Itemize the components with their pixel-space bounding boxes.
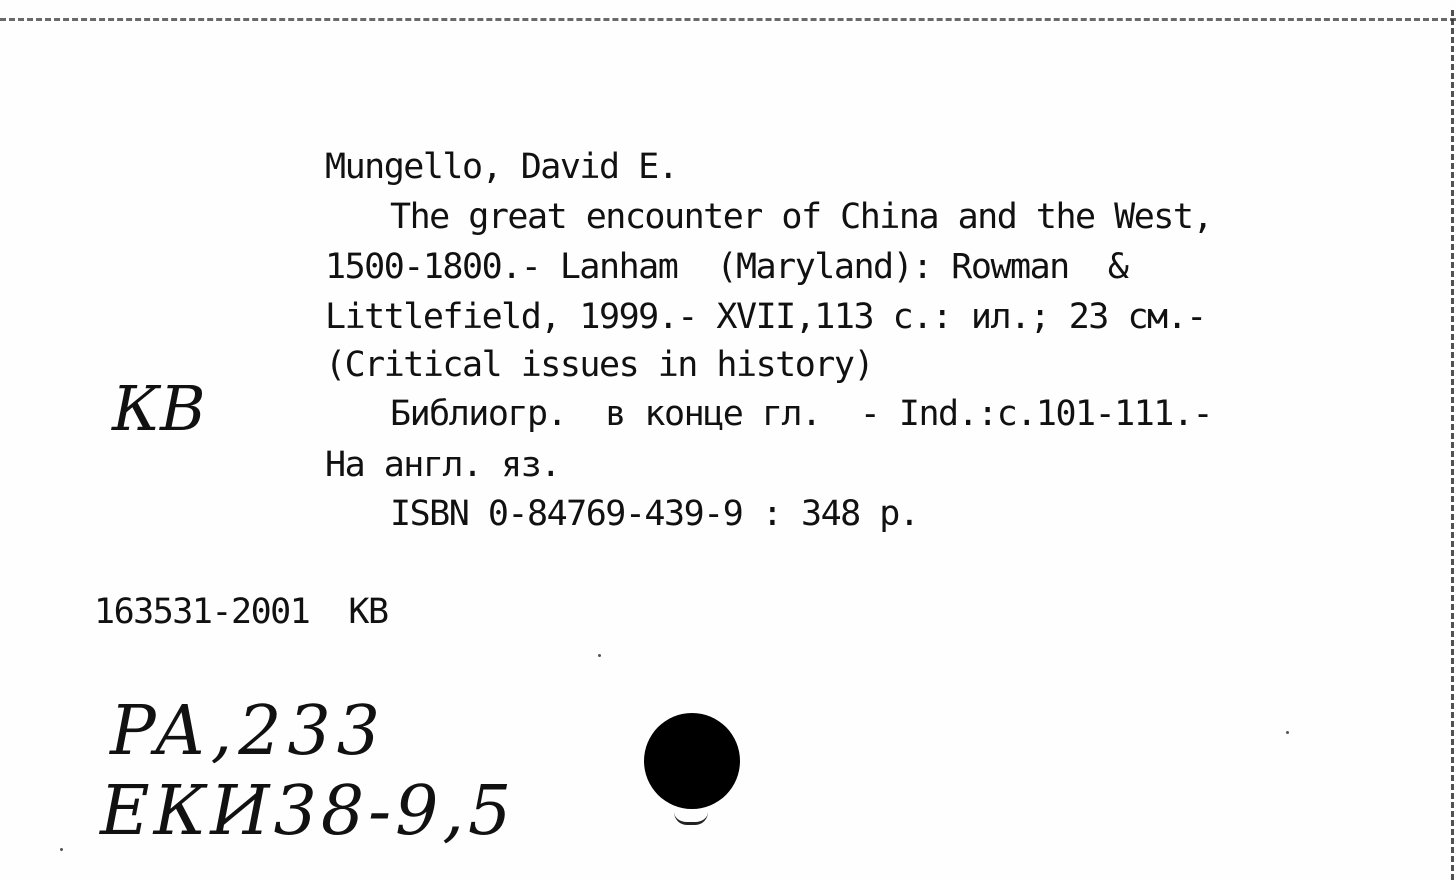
series-line: (Critical issues in history) — [325, 345, 874, 385]
speck — [1286, 731, 1289, 734]
title-line-3: Littlefield, 1999.- XVII,113 с.: ил.; 23 см.- — [325, 297, 1206, 337]
top-dashed-border — [0, 18, 1456, 24]
title-line-2: 1500-1800.- Lanham (Maryland): Rowman & — [325, 247, 1128, 287]
handwritten-shelfmark-2: ЕКИ38-9,5 — [100, 772, 516, 851]
punch-hole — [644, 713, 740, 809]
isbn-line: ISBN 0-84769-439-9 : 348 р. — [390, 494, 919, 534]
handwritten-shelfmark-1: PA,233 — [110, 692, 387, 771]
speck — [598, 654, 601, 657]
notes-line-1: Библиогр. в конце гл. - Ind.:c.101-111.- — [390, 394, 1213, 434]
author-heading: Mungello, David E. — [325, 147, 678, 187]
punch-hole-mark — [674, 812, 708, 825]
handwritten-margin-mark: КВ — [112, 372, 206, 445]
title-line-1: The great encounter of China and the West, — [390, 197, 1213, 237]
accession-number: 163531-2001 КВ — [94, 592, 388, 632]
right-dashed-border — [1451, 10, 1454, 880]
notes-line-2: На англ. яз. — [325, 445, 560, 485]
speck — [60, 848, 63, 851]
